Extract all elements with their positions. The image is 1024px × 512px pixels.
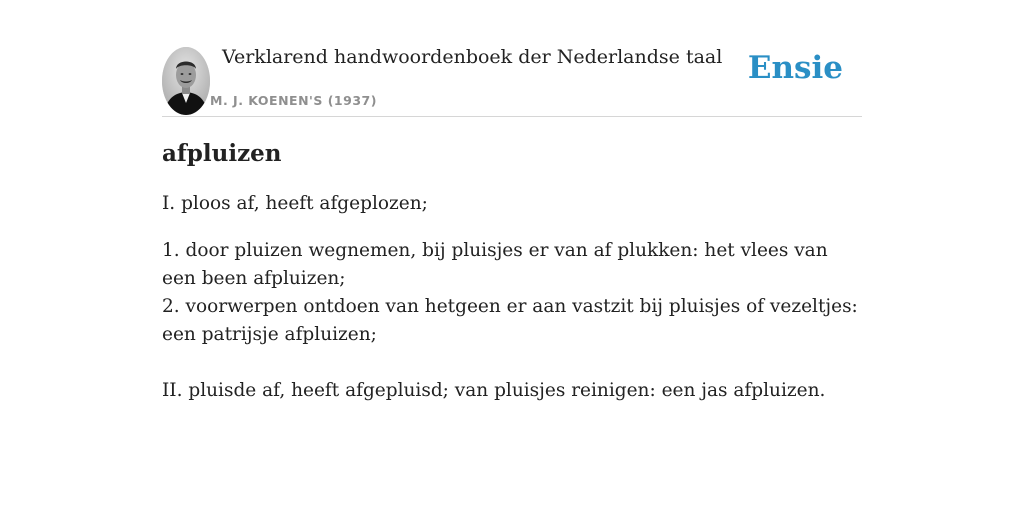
dictionary-entry [162,138,862,405]
dictionary-title: Verklarend handwoordenboek der Nederlandse taal [222,46,723,68]
entry-headword: afpluizen [162,140,282,167]
entry-part-two: II. pluisde af, heeft afgepluisd; van pluisjes reinigen: een jas afpluizen. [162,380,826,401]
entry-sense: 1. door pluizen wegnemen, bij pluisjes er van af plukken: het vlees van een been afpluizen; [162,240,828,289]
dictionary-header [162,46,862,117]
dictionary-author: M. J. KOENEN'S (1937) [210,93,377,108]
entry-senses [162,237,862,349]
author-portrait-icon [162,47,210,115]
ensie-logo-link[interactable]: Ensie [747,50,843,86]
entry-sense: 2. voorwerpen ontdoen van hetgeen er aan vastzit bij pluisjes of vezeltjes: een patrijsje afpluizen; [162,296,858,345]
entry-part-one: I. ploos af, heeft afgeplozen; [162,193,428,214]
